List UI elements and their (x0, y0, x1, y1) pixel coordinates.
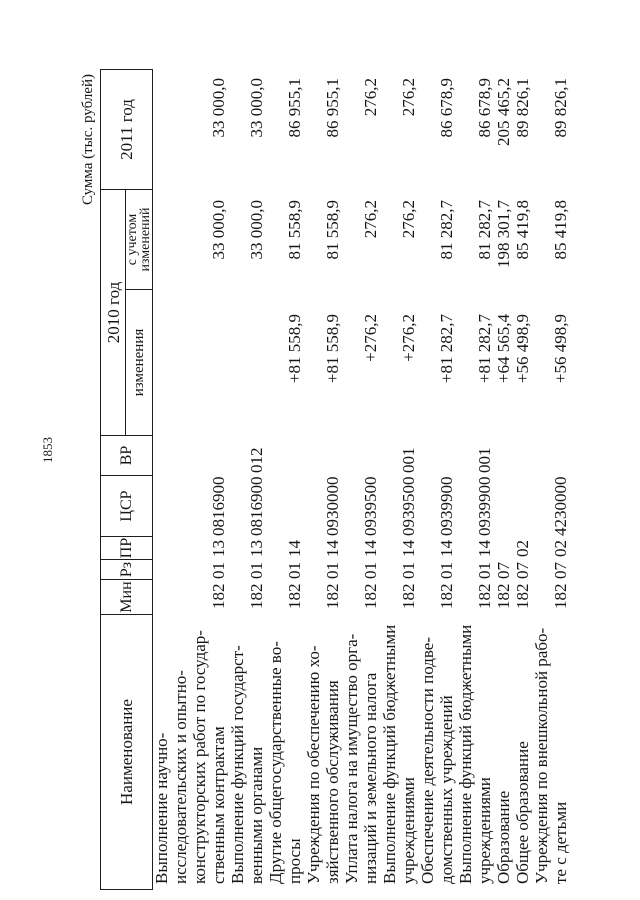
cell-vr: 001 (475, 447, 494, 473)
row-name (513, 615, 532, 890)
cell-changes: +276,2 (361, 314, 380, 362)
cell-min: 182 (513, 583, 532, 609)
cell-min: 182 (209, 583, 228, 609)
cell-vr: 012 (247, 447, 266, 473)
row-name (228, 615, 266, 890)
row-name-line: учреждениями (399, 777, 418, 884)
cell-changes: +81 558,9 (323, 314, 342, 384)
cell-changes: +56 498,9 (551, 314, 570, 384)
cell-csr: 0816900 (209, 476, 228, 536)
cell-changes: +64 565,4 (494, 314, 513, 384)
row-name (342, 615, 380, 890)
cell-changes: +276,2 (399, 314, 418, 362)
row-name-line: Образование (494, 790, 513, 884)
cell-csr: 4230000 (551, 476, 570, 536)
cell-rz: 07 (494, 562, 513, 579)
cell-csr: 0939500 (361, 476, 380, 536)
cell-with-changes: 198 301,7 (494, 200, 513, 268)
row-name-line: Выполнение функций государст- (228, 645, 247, 884)
cell-rz: 01 (209, 562, 228, 579)
cell-with-changes: 33 000,0 (247, 200, 266, 260)
table-row (152, 70, 228, 890)
row-name-line: венными органами (247, 746, 266, 884)
cell-with-changes: 85 419,8 (513, 200, 532, 260)
header-csr: ЦСР (100, 475, 153, 537)
cell-pr: 14 (399, 540, 418, 557)
cell-min: 182 (285, 583, 304, 609)
cell-pr: 02 (513, 540, 532, 557)
cell-pr: 14 (285, 540, 304, 557)
header-rz: Рз (100, 559, 153, 580)
row-name (418, 615, 456, 890)
cell-min: 182 (247, 583, 266, 609)
row-name (456, 615, 494, 890)
row-name-line: Выполнение функций бюджетными (380, 624, 399, 884)
row-name-line: Уплата налога на имущество орга- (342, 633, 361, 884)
cell-with-changes: 276,2 (399, 200, 418, 239)
cell-rz: 01 (247, 562, 266, 579)
cell-rz: 01 (437, 562, 456, 579)
cell-2011: 205 465,2 (494, 78, 513, 146)
cell-rz: 01 (361, 562, 380, 579)
cell-rz: 01 (323, 562, 342, 579)
cell-pr: 13 (247, 540, 266, 557)
table-row (494, 70, 513, 890)
row-name-line: Общее образование (513, 741, 532, 884)
table-row (342, 70, 380, 890)
row-name-line: Другие общегосударственные во- (266, 641, 285, 884)
cell-vr: 001 (399, 447, 418, 473)
table-row (532, 70, 570, 890)
cell-csr: 0816900 (247, 476, 266, 536)
cell-2011: 86 955,1 (285, 78, 304, 138)
row-name (304, 615, 342, 890)
header-changes: изменения (125, 289, 153, 436)
row-name-line: ственным контрактам (209, 726, 228, 884)
cell-pr: 02 (551, 540, 570, 557)
header-year-2010: 2010 год (100, 189, 126, 436)
cell-pr: 14 (437, 540, 456, 557)
row-name-line: Выполнение функций бюджетными (456, 624, 475, 884)
row-name-line: Выполнение научно- (152, 732, 171, 884)
cell-rz: 07 (551, 562, 570, 579)
cell-min: 182 (323, 583, 342, 609)
row-name-line: те с детьми (551, 801, 570, 884)
table-body (152, 70, 570, 890)
cell-rz: 01 (399, 562, 418, 579)
header-with-changes: с учетом изменений (125, 189, 153, 290)
table-row (513, 70, 532, 890)
table-header (100, 69, 153, 890)
cell-min: 182 (437, 583, 456, 609)
row-name-line: низаций и земельного налога (361, 672, 380, 884)
cell-with-changes: 33 000,0 (209, 200, 228, 260)
row-name-line: учреждениями (475, 777, 494, 884)
cell-changes: +81 558,9 (285, 314, 304, 384)
cell-changes: +81 282,7 (475, 314, 494, 384)
cell-pr: 14 (323, 540, 342, 557)
row-name-line: исследовательских и опытно- (171, 670, 190, 884)
cell-with-changes: 81 282,7 (475, 200, 494, 260)
cell-with-changes: 276,2 (361, 200, 380, 239)
cell-min: 182 (361, 583, 380, 609)
cell-2011: 89 826,1 (513, 78, 532, 138)
row-name-line: Учреждения по обеспечению хо- (304, 645, 323, 884)
cell-changes: +81 282,7 (437, 314, 456, 384)
cell-2011: 276,2 (361, 78, 380, 117)
cell-2011: 86 678,9 (437, 78, 456, 138)
cell-rz: 07 (513, 562, 532, 579)
row-name (532, 615, 570, 890)
cell-pr: 13 (209, 540, 228, 557)
table-row (228, 70, 266, 890)
cell-2011: 86 955,1 (323, 78, 342, 138)
cell-changes: +56 498,9 (513, 314, 532, 384)
cell-with-changes: 81 558,9 (285, 200, 304, 260)
row-name-line: конструкторских работ по государ- (190, 630, 209, 884)
cell-2011: 86 678,9 (475, 78, 494, 138)
cell-csr: 0939900 (475, 476, 494, 536)
page-number: 1853 (40, 437, 55, 463)
table-row (456, 70, 494, 890)
cell-with-changes: 81 558,9 (323, 200, 342, 260)
table-row (380, 70, 418, 890)
table-row (418, 70, 456, 890)
cell-csr: 0930000 (323, 476, 342, 536)
header-min: Мин (100, 579, 153, 615)
cell-min: 182 (494, 583, 513, 609)
cell-2011: 89 826,1 (551, 78, 570, 138)
table-row (266, 70, 304, 890)
cell-rz: 01 (475, 562, 494, 579)
cell-pr: 14 (361, 540, 380, 557)
cell-min: 182 (551, 583, 570, 609)
cell-pr: 14 (475, 540, 494, 557)
header-vr: ВР (100, 435, 153, 476)
cell-2011: 33 000,0 (209, 78, 228, 138)
cell-2011: 33 000,0 (247, 78, 266, 138)
units-note: Сумма (тыс. рублей) (80, 74, 96, 206)
header-pr: ПР (100, 536, 153, 560)
cell-csr: 0939500 (399, 476, 418, 536)
row-name (494, 615, 513, 890)
cell-min: 182 (475, 583, 494, 609)
cell-2011: 276,2 (399, 78, 418, 117)
row-name-line: Учреждения по внешкольной рабо- (532, 627, 551, 884)
header-name: Наименование (100, 614, 153, 890)
row-name (152, 615, 228, 890)
row-name (380, 615, 418, 890)
cell-min: 182 (399, 583, 418, 609)
table-row (304, 70, 342, 890)
cell-with-changes: 85 419,8 (551, 200, 570, 260)
header-year-2011: 2011 год (100, 69, 153, 190)
row-name-line: зяйственного обслуживания (323, 680, 342, 884)
row-name-line: Обеспечение деятельности подве- (418, 637, 437, 884)
row-name-line: домственных учреждений (437, 695, 456, 884)
cell-rz: 01 (285, 562, 304, 579)
cell-with-changes: 81 282,7 (437, 200, 456, 260)
cell-csr: 0939900 (437, 476, 456, 536)
row-name-line: просы (285, 838, 304, 884)
row-name (266, 615, 304, 890)
